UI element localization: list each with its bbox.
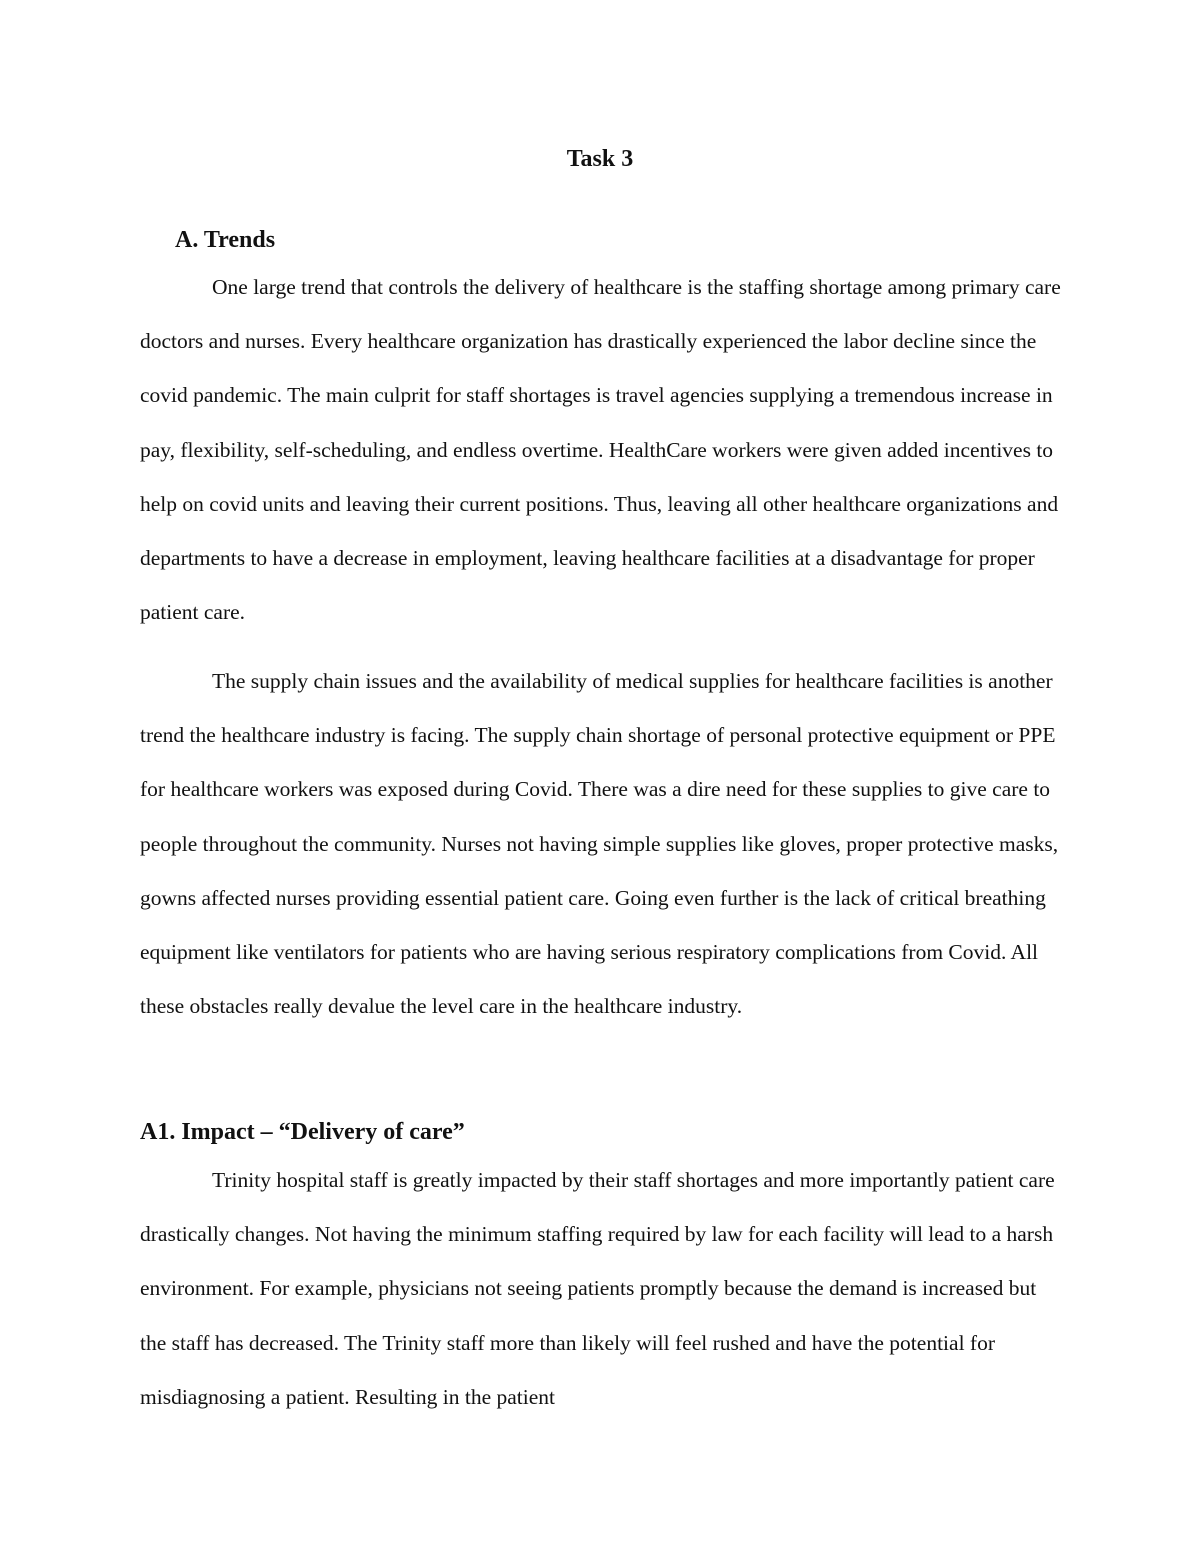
paragraph-staffing-shortage: One large trend that controls the delivery of healthcare is the staffing shortage among primary care doctors and nurses. Every healthcare organization has drastically experienced the labor decline since the covid pandemic. The main culprit for staff shortages is travel agencies supplying a tremendous increase in pay, flexibility, self-scheduling, and endless overtime. HealthCare workers were given added incentives to help on covid units and leaving their current positions. Thus, leaving all other healthcare organizations and departments to have a decrease in employment, leaving healthcare facilities at a disadvantage for proper patient care. xyxy=(140,275,1061,625)
paragraph-trinity-impact: Trinity hospital staff is greatly impacted by their staff shortages and more importantly patient care drastically changes. Not having the minimum staffing required by law for each facility will lead to a harsh environment. For example, physicians not seeing patients promptly because the demand is increased but the staff has decreased. The Trinity staff more than likely will feel rushed and have the potential for misdiagnosing a patient. Resulting in the patient xyxy=(140,1168,1055,1409)
section-heading-impact: A1. Impact – “Delivery of care” xyxy=(140,1119,465,1145)
document-title: Task 3 xyxy=(566,146,634,172)
paragraph-supply-chain: The supply chain issues and the availability of medical supplies for healthcare facilities is another trend the healthcare industry is facing. The supply chain shortage of personal protective equipment or PPE for healthcare workers was exposed during Covid. There was a dire need for these supplies to give care to people throughout the community. Nurses not having simple supplies like gloves, proper protective masks, gowns affected nurses providing essential patient care. Going even further is the lack of critical breathing equipment like ventilators for patients who are having serious respiratory complications from Covid. All these obstacles really devalue the level care in the healthcare industry. xyxy=(140,669,1059,1019)
section-heading-trends: A. Trends xyxy=(175,227,276,253)
